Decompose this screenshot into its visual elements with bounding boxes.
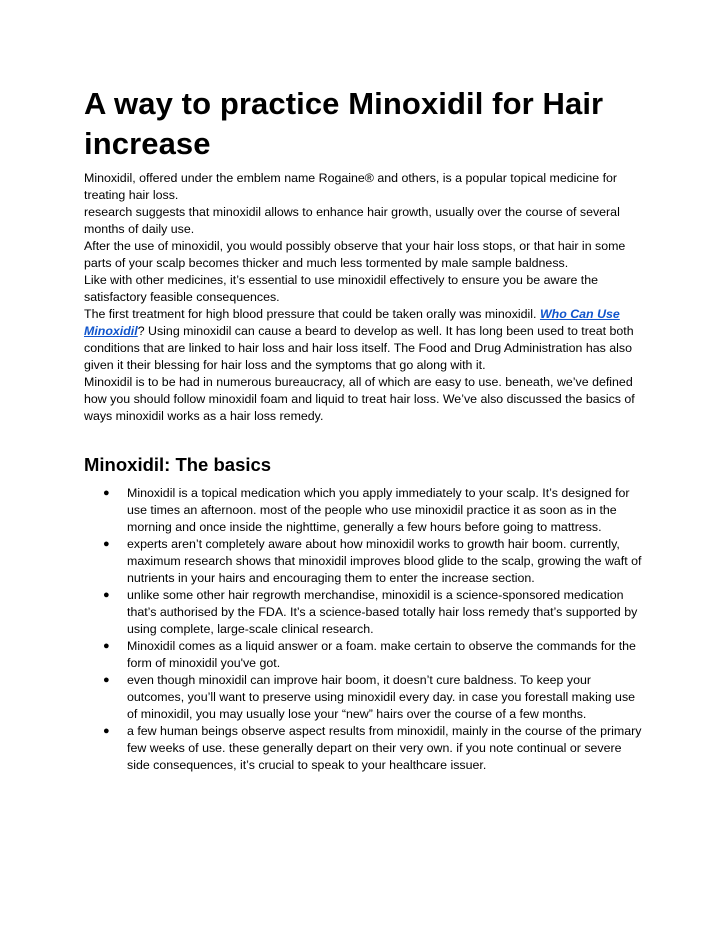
- paragraph-history: [84, 306, 642, 374]
- list-item: [84, 638, 642, 672]
- who-can-use-minoxidil-link[interactable]: Who Can Use Minoxidil: [84, 307, 620, 338]
- list-item: [84, 587, 642, 638]
- list-item-text: even though minoxidil can improve hair boom, it doesn’t cure baldness. To keep your outcomes, you’ll want to preserve using minoxidil every day. in case you forestall making use of minoxidil, you may usually lose your “new” hairs over the course of a few months.: [127, 673, 636, 721]
- list-item-text: Minoxidil is a topical medication which you apply immediately to your scalp. It’s designed for use times an afternoon. most of the people who use minoxidil practice it as soon as in the morning and once inside the nighttime, generally a few hours before going to mattress.: [127, 486, 630, 534]
- bullet-icon: ●: [103, 538, 110, 550]
- list-item-text: Minoxidil comes as a liquid answer or a foam. make certain to observe the commands for the form of minoxidil you've got.: [127, 639, 636, 670]
- paragraph-intro: Minoxidil, offered under the emblem name Rogaine® and others, is a popular topical medicine for treating hair loss.: [84, 171, 618, 202]
- list-item: [84, 723, 642, 774]
- section-heading: Minoxidil: The basics: [84, 454, 272, 475]
- basics-list: [84, 485, 642, 774]
- bullet-icon: ●: [103, 674, 110, 686]
- list-item-text: experts aren’t completely aware about how minoxidil works to growth hair boom. currently, maximum research shows that minoxidil improves blood glide to the scalp, growing the waft of nutrients in your hairs and encouraging them to enter the increase section.: [127, 537, 642, 585]
- paragraph-results: After the use of minoxidil, you would possibly observe that your hair loss stops, or that hair in some parts of your scalp becomes thicker and much less tormented by male sample baldness.: [84, 239, 626, 270]
- bullet-icon: ●: [103, 725, 110, 737]
- history-text-before: The first treatment for high blood pressure that could be taken orally was minoxidil.: [84, 307, 540, 321]
- bullet-icon: ●: [103, 589, 110, 601]
- paragraph-research: research suggests that minoxidil allows to enhance hair growth, usually over the course of several months of daily use.: [84, 205, 620, 236]
- intro-body: [84, 170, 642, 425]
- history-text-after: ? Using minoxidil can cause a beard to develop as well. It has long been used to treat both conditions that are linked to hair loss and hair loss itself. The Food and Drug Administration has also given it their blessing for hair loss and the symptoms that go along with it.: [84, 324, 634, 372]
- list-item: [84, 672, 642, 723]
- page-title: A way to practice Minoxidil for Hair increase: [84, 86, 604, 161]
- paragraph-effective-use: Like with other medicines, it’s essential to use minoxidil effectively to ensure you be aware the satisfactory feasible consequences.: [84, 273, 599, 304]
- list-item: [84, 536, 642, 587]
- bullet-icon: ●: [103, 487, 110, 499]
- list-item-text: a few human beings observe aspect results from minoxidil, mainly in the course of the primary few weeks of use. these generally depart on their very own. if you note continual or severe side consequences, it’s crucial to speak to your healthcare issuer.: [127, 724, 642, 772]
- list-item: [84, 485, 642, 536]
- bullet-icon: ●: [103, 640, 110, 652]
- paragraph-forms: Minoxidil is to be had in numerous bureaucracy, all of which are easy to use. beneath, we’ve defined how you should follow minoxidil foam and liquid to treat hair loss. We’ve also discussed the basics of ways minoxidil works as a hair loss remedy.: [84, 375, 635, 423]
- list-item-text: unlike some other hair regrowth merchandise, minoxidil is a science-sponsored medication that’s authorised by the FDA. It’s a science-based totally hair loss remedy that’s supported by using complete, large-scale clinical research.: [127, 588, 638, 636]
